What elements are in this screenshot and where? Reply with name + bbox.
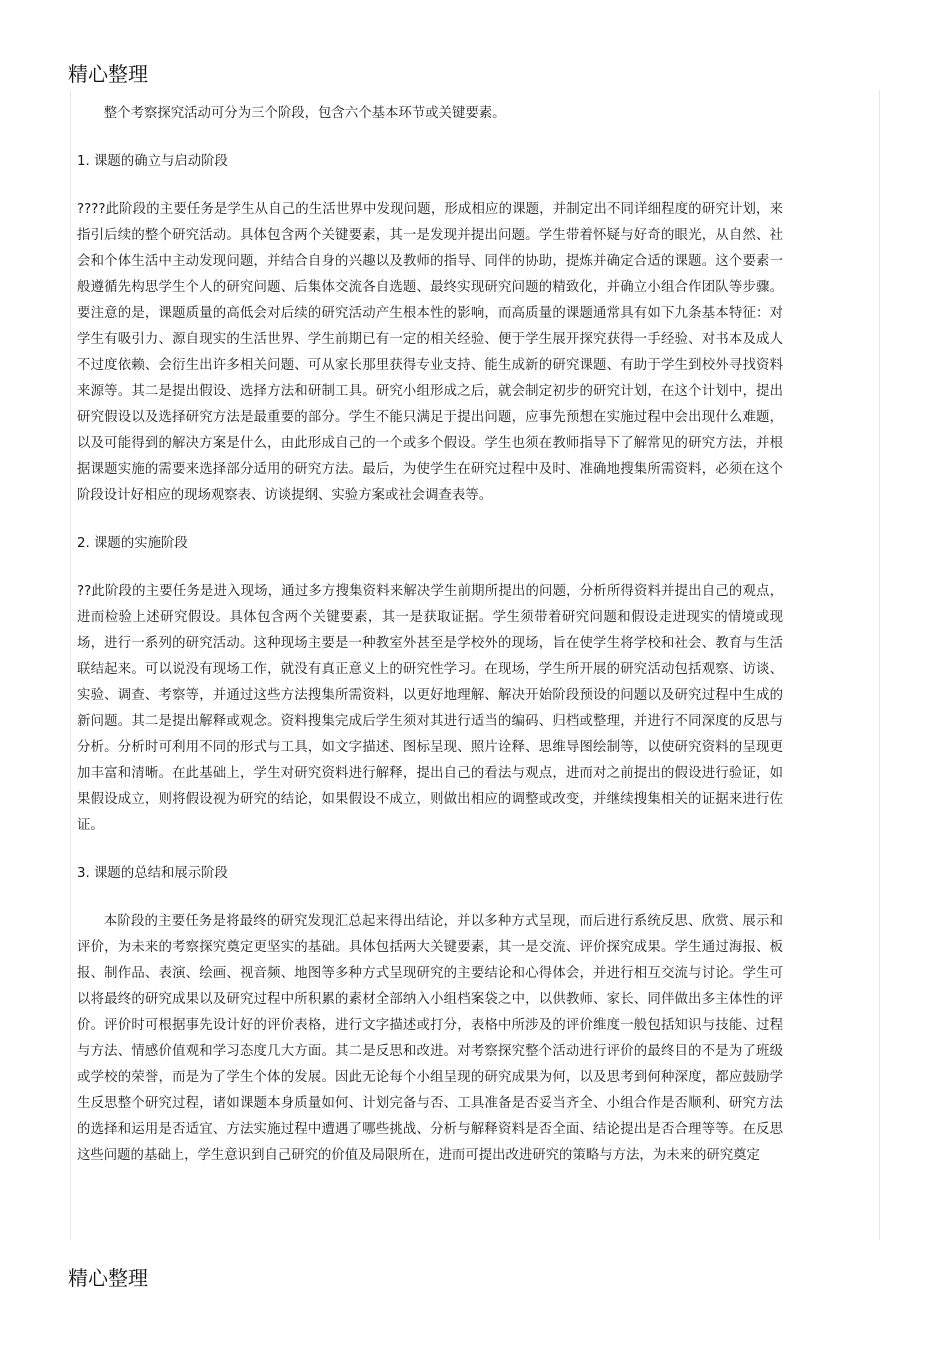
section-3-heading: 3. 课题的总结和展示阶段 xyxy=(77,866,228,881)
document-body xyxy=(77,101,783,1169)
section-2-body: ??此阶段的主要任务是进入现场，通过多方搜集资料来解决学生前期所提出的问题，分析所得资料并提出自己的观点，进而检验上述研究假设。具体包含两个关键要素，其一是获取证据。学生须带着研究问题和假设走进现实的情境或现场，进行一系列的研究活动。这种现场主要是一种教室外甚至是学校外的现场，旨在使学生将学校和社会、教育与生活联结起来。可以说没有现场工作，就没有真正意义上的研究性学习。在现场，学生所开展的研究活动包括观察、访谈、实验、调查、考察等，并通过这些方法搜集所需资料，以更好地理解、解决开始阶段预设的问题以及研究过程中生成的新问题。其二是提出解释或观念。资料搜集完成后学生须对其进行适当的编码、归档或整理，并进行不同深度的反思与分析。分析时可利用不同的形式与工具，如文字描述、图标呈现、照片诠释、思维导图绘制等，以使研究资料的呈现更加丰富和清晰。在此基础上，学生对研究资料进行解释，提出自己的看法与观点，进而对之前提出的假设进行验证，如果假设成立，则将假设视为研究的结论，如果假设不成立，则做出相应的调整或改变，并继续搜集相关的证据来进行佐证。 xyxy=(77,584,783,833)
section-3-body: 本阶段的主要任务是将最终的研究发现汇总起来得出结论，并以多种方式呈现，而后进行系统反思、欣赏、展示和评价，为未来的考察探究奠定更坚实的基础。具体包括两大关键要素，其一是交流、评价探究成果。学生通过海报、板报、制作品、表演、绘画、视音频、地图等多种方式呈现研究的主要结论和心得体会，并进行相互交流与讨论。学生可以将最终的研究成果以及研究过程中所积累的素材全部纳入小组档案袋之中，以供教师、家长、同伴做出多主体性的评价。评价时可根据事先设计好的评价表格，进行文字描述或打分，表格中所涉及的评价维度一般包括知识与技能、过程与方法、情感价值观和学习态度几大方面。其二是反思和改进。对考察探究整个活动进行评价的最终目的不是为了班级或学校的荣誉，而是为了学生个体的发展。因此无论每个小组呈现的研究成果为何，以及思考到何种深度，都应鼓励学生反思整个研究过程，诸如课题本身质量如何、计划完备与否、工具准备是否妥当齐全、小组合作是否顺利、研究方法的选择和运用是否适宜、方法实施过程中遭遇了哪些挑战、分析与解释资料是否全面、结论提出是否合理等等。在反思这些问题的基础上，学生意识到自己研究的价值及局限所在，进而可提出改进研究的策略与方法，为未来的研究奠定 xyxy=(77,914,783,1163)
page-header-mark: 精心整理 xyxy=(68,62,148,86)
page-footer-mark: 精心整理 xyxy=(68,1266,148,1290)
section-1-body: ????此阶段的主要任务是学生从自己的生活世界中发现问题，形成相应的课题，并制定出不同详细程度的研究计划，来指引后续的整个研究活动。具体包含两个关键要素，其一是发现并提出问题。学生带着怀疑与好奇的眼光，从自然、社会和个体生活中主动发现问题，并结合自身的兴趣以及教师的指导、同伴的协助，提炼并确定合适的课题。这个要素一般遵循先构思学生个人的研究问题、后集体交流各自选题、最终实现研究问题的精致化，并确立小组合作团队等步骤。要注意的是，课题质量的高低会对后续的研究活动产生根本性的影响，而高质量的课题通常具有如下九条基本特征：对学生有吸引力、源自现实的生活世界、学生前期已有一定的相关经验、便于学生展开探究获得一手经验、对书本及成人不过度依赖、会衍生出许多相关问题、可从家长那里获得专业支持、能生成新的研究课题、有助于学生到校外寻找资料来源等。其二是提出假设、选择方法和研制工具。研究小组形成之后，就会制定初步的研究计划，在这个计划中，提出研究假设以及选择研究方法是最重要的部分。学生不能只满足于提出问题，应事先预想在实施过程中会出现什么难题，以及可能得到的解决方案是什么，由此形成自己的一个或多个假设。学生也须在教师指导下了解常见的研究方法，并根据课题实施的需要来选择部分适用的研究方法。最后，为使学生在研究过程中及时、准确地搜集所需资料，必须在这个阶段设计好相应的现场观察表、访谈提纲、实验方案或社会调查表等。 xyxy=(77,202,783,503)
section-1-heading: 1. 课题的确立与启动阶段 xyxy=(77,154,228,169)
intro-paragraph: 整个考察探究活动可分为三个阶段，包含六个基本环节或关键要素。 xyxy=(103,106,506,121)
section-2-heading: 2. 课题的实施阶段 xyxy=(77,536,188,551)
